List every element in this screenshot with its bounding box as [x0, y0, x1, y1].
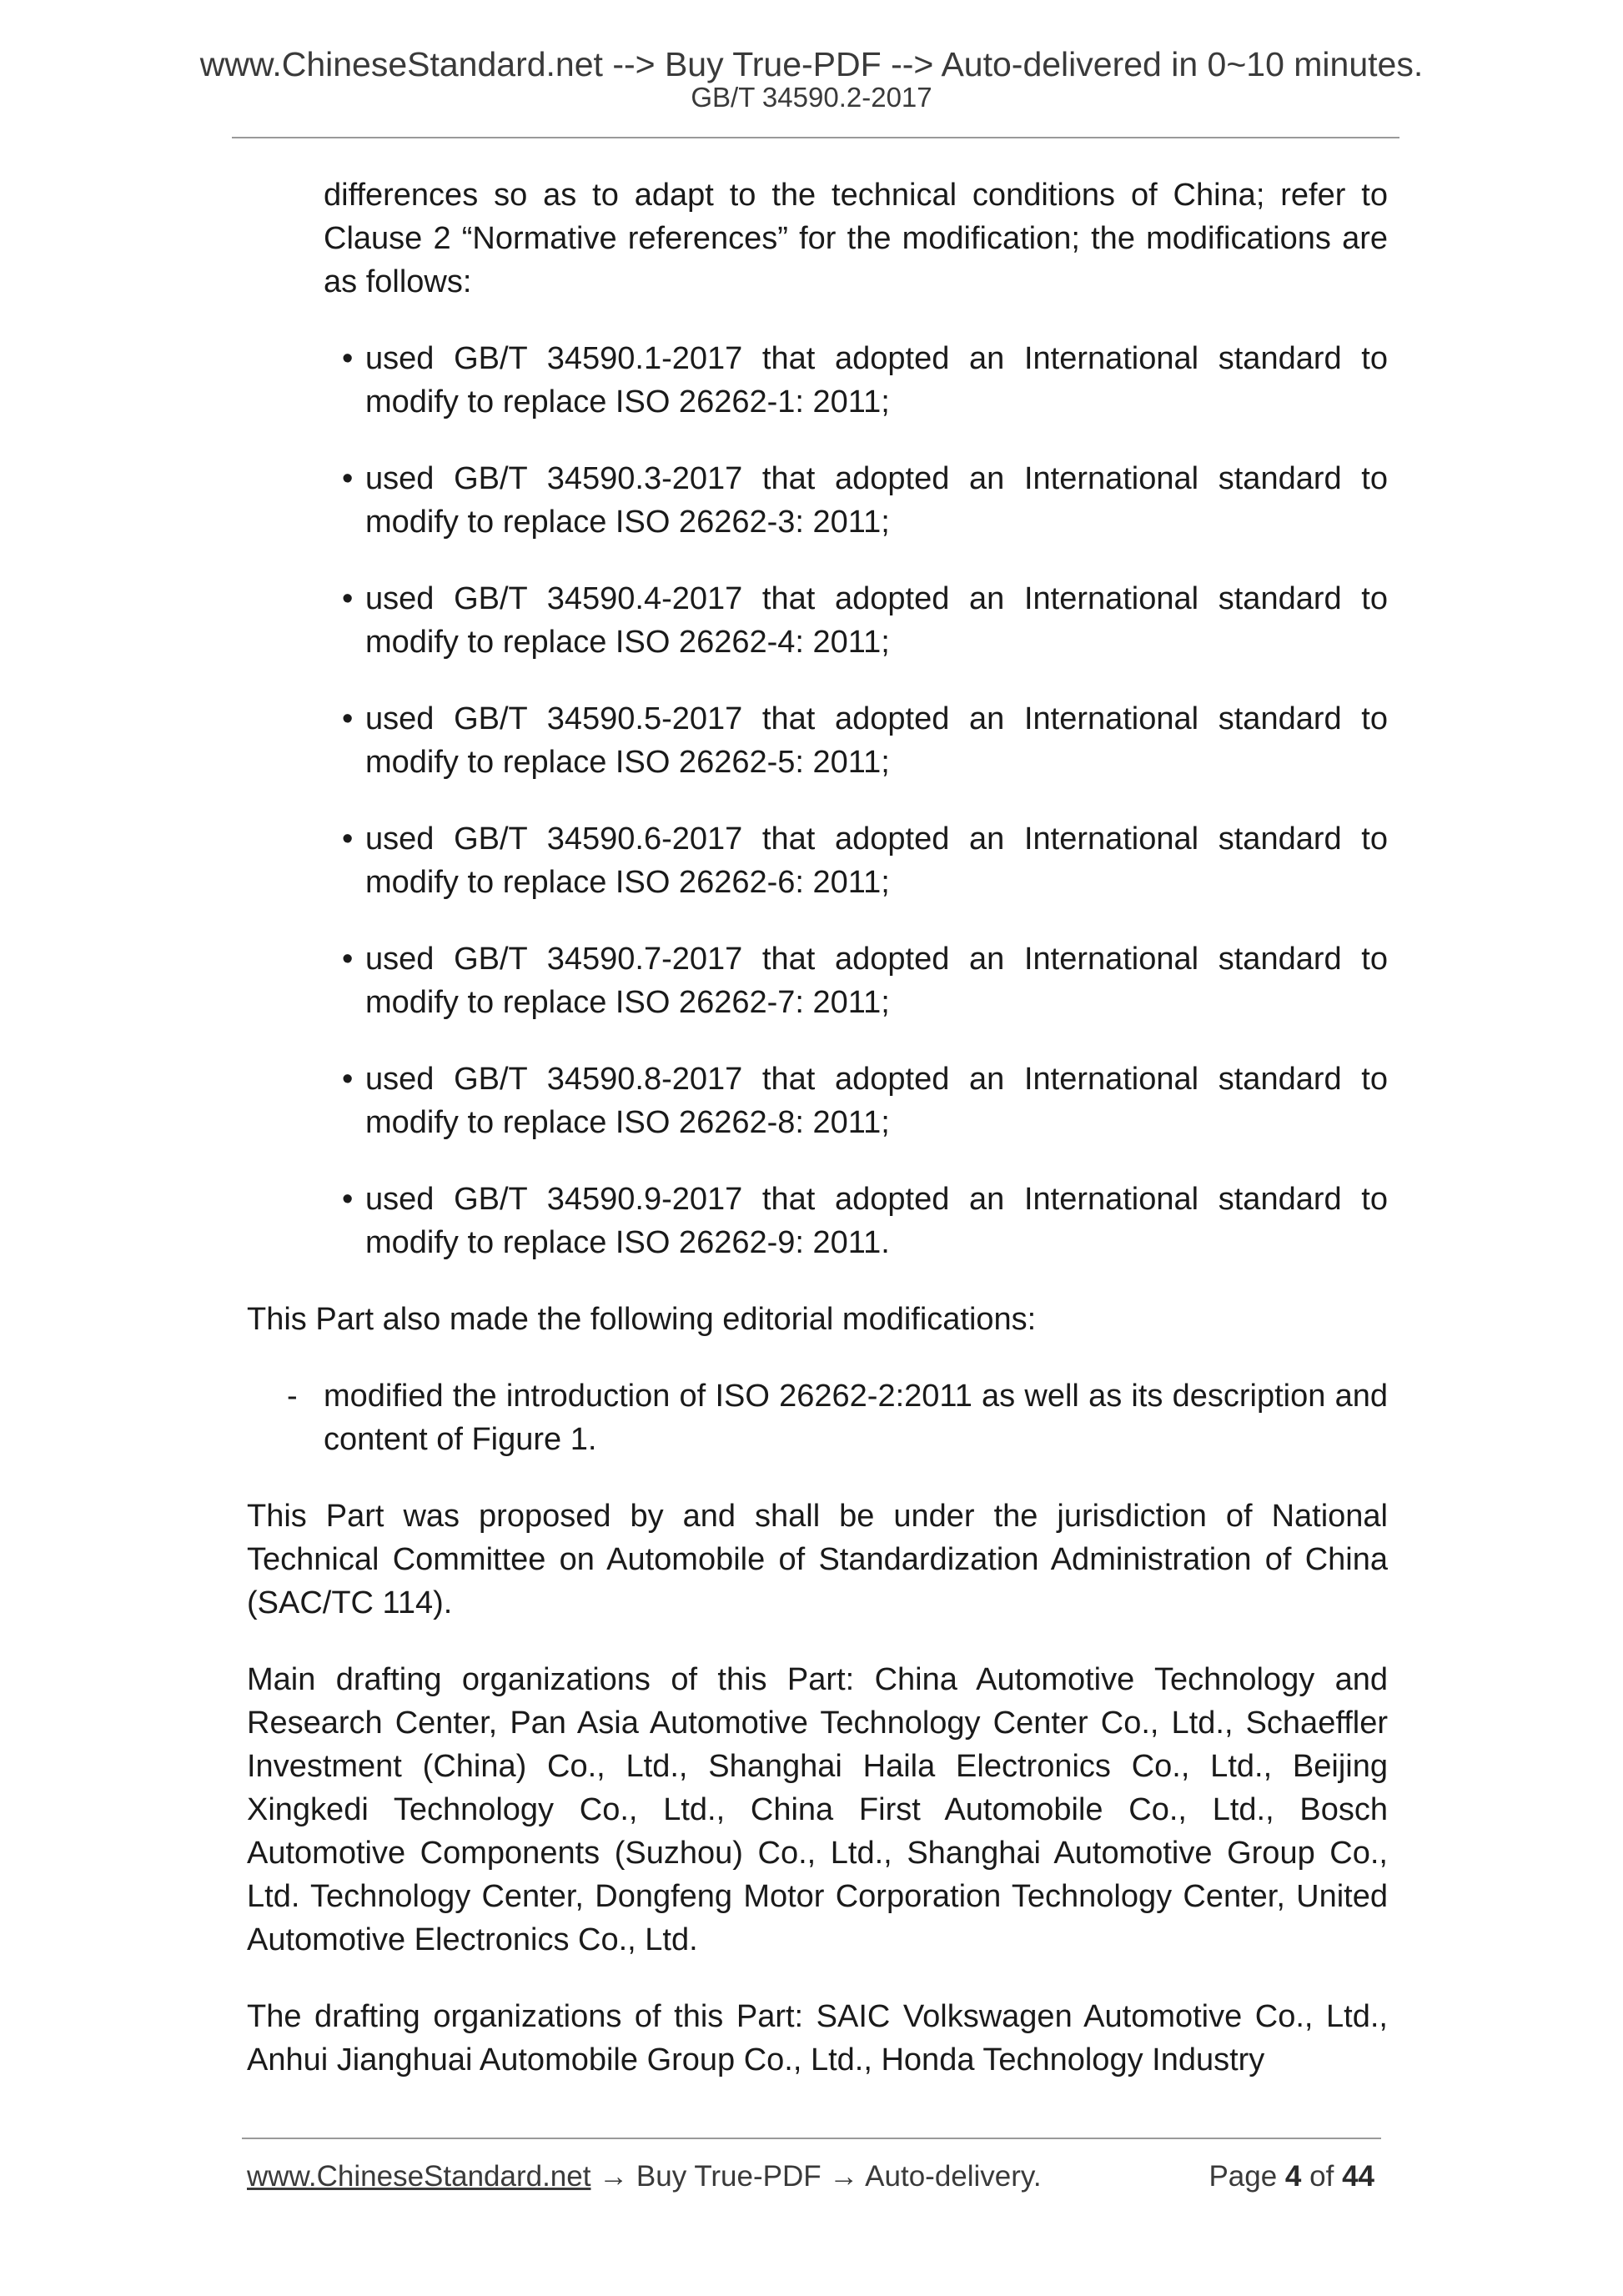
modification-list: [247, 337, 1388, 1264]
bullet-icon: •: [342, 461, 354, 496]
intro-continued-paragraph: differences so as to adapt to the technical conditions of China; refer to Clause 2 “Normative references” for the modification; the modifications are as follows:: [324, 178, 1388, 299]
bullet-icon: •: [342, 1062, 354, 1097]
bullet-icon: •: [342, 1182, 354, 1217]
list-item-text: used GB/T 34590.8-2017 that adopted an International standard to modify to replace ISO 26262-8: 2011;: [365, 1062, 1388, 1140]
editorial-intro-paragraph: This Part also made the following editorial modifications:: [247, 1302, 1037, 1337]
list-item: [342, 457, 1388, 544]
page-number: 4: [1284, 2160, 1302, 2193]
footer-divider: [242, 2138, 1381, 2139]
of-label: of: [1309, 2160, 1334, 2193]
page-indicator: [1208, 2158, 1374, 2195]
bullet-icon: •: [342, 821, 354, 857]
list-item: [342, 577, 1388, 664]
proposal-paragraph: This Part was proposed by and shall be under the jurisdiction of National Technical Committee on Automobile of Standardization Administration of China (SAC/TC 114).: [247, 1499, 1388, 1620]
main-drafting-paragraph: Main drafting organizations of this Part: China Automotive Technology and Research Center, Pan Asia Automotive Technology Center Co., Ltd., Schaeffler Investment (China) Co., Ltd., Shanghai Haila Electronics Co., Ltd., Beijing Xingkedi Technology Co., Ltd., China First Automobile Co., Ltd., Bosch Automotive Components (Suzhou) Co., Ltd., Shanghai Automotive Group Co., Ltd. Technology Center, Dongfeng Motor Corporation Technology Center, United Automotive Electronics Co., Ltd.: [247, 1662, 1388, 1957]
bullet-icon: •: [342, 581, 354, 616]
editorial-item-text: modified the introduction of ISO 26262-2:2011 as well as its description and content of Figure 1.: [324, 1379, 1388, 1457]
list-item-text: used GB/T 34590.7-2017 that adopted an International standard to modify to replace ISO 26262-7: 2011;: [365, 942, 1388, 1020]
dash-icon: -: [287, 1379, 298, 1414]
header-divider: [232, 137, 1399, 138]
list-item-text: used GB/T 34590.1-2017 that adopted an International standard to modify to replace ISO 26262-1: 2011;: [365, 341, 1388, 420]
document-code: GB/T 34590.2-2017: [691, 82, 932, 113]
page-body: [247, 173, 1388, 2082]
footer-left: [247, 2158, 1042, 2195]
list-item-text: used GB/T 34590.4-2017 that adopted an International standard to modify to replace ISO 26262-4: 2011;: [365, 581, 1388, 660]
list-item: [342, 1178, 1388, 1264]
list-item: [342, 337, 1388, 424]
list-item: [342, 1058, 1388, 1144]
page-label: Page: [1208, 2160, 1278, 2193]
bullet-icon: •: [342, 701, 354, 736]
bullet-icon: •: [342, 942, 354, 977]
list-item: [342, 697, 1388, 784]
footer-site-link[interactable]: www.ChineseStandard.net: [247, 2160, 591, 2193]
bullet-icon: •: [342, 341, 354, 376]
header-banner: www.ChineseStandard.net --> Buy True-PDF --> Auto-delivered in 0~10 minutes.: [199, 45, 1424, 83]
list-item: [342, 937, 1388, 1024]
list-item-text: used GB/T 34590.3-2017 that adopted an International standard to modify to replace ISO 26262-3: 2011;: [365, 461, 1388, 540]
drafting-paragraph: The drafting organizations of this Part: SAIC Volkswagen Automotive Co., Ltd., Anhui Jianghuai Automobile Group Co., Ltd., Honda Technology Industry: [247, 1999, 1388, 2077]
page-total: 44: [1342, 2160, 1374, 2193]
list-item-text: used GB/T 34590.6-2017 that adopted an International standard to modify to replace ISO 26262-6: 2011;: [365, 821, 1388, 900]
list-item-text: used GB/T 34590.9-2017 that adopted an International standard to modify to replace ISO 26262-9: 2011.: [365, 1182, 1388, 1260]
editorial-list-item: [287, 1374, 1388, 1461]
list-item: [342, 817, 1388, 904]
list-item-text: used GB/T 34590.5-2017 that adopted an International standard to modify to replace ISO 26262-5: 2011;: [365, 701, 1388, 780]
footer-tagline: → Buy True-PDF → Auto-delivery.: [590, 2160, 1042, 2193]
